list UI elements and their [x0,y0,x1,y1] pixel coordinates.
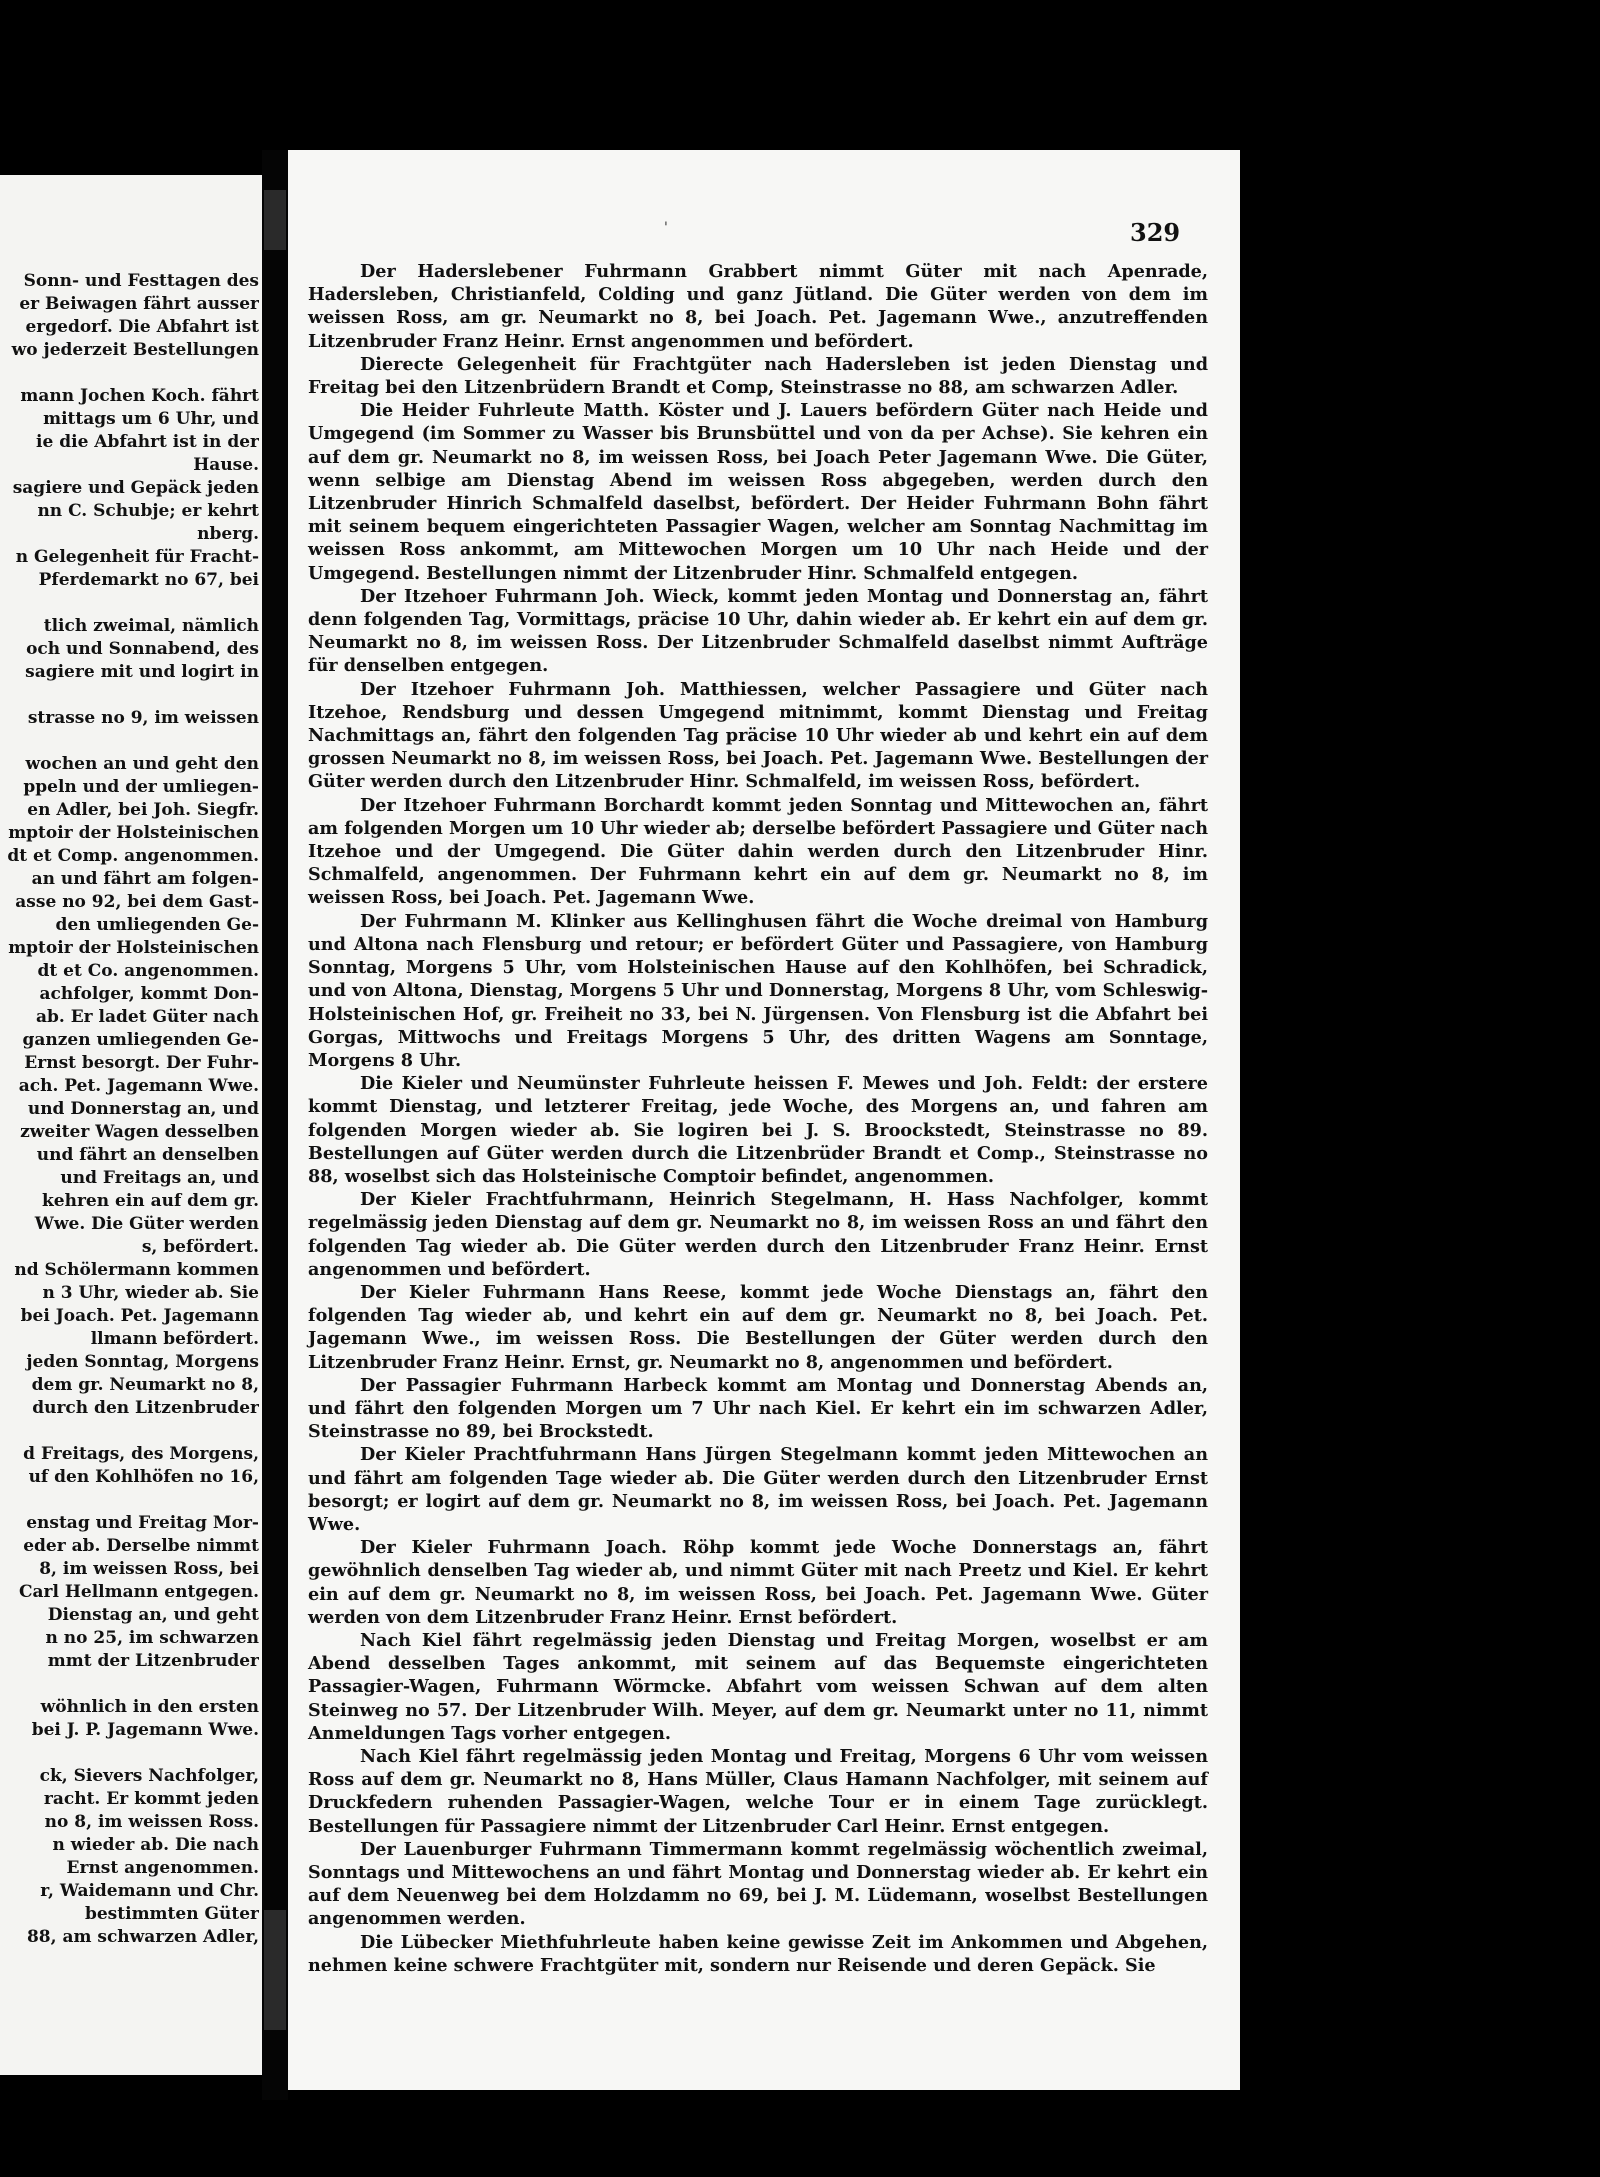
left-page-line: Wwe. Die Güter werden [34,1214,259,1234]
left-page-line [4,1742,259,1765]
left-page-line: ach. Pet. Jagemann Wwe. [18,1076,259,1096]
left-page-line: wöhnlich in den ersten [40,1697,259,1717]
left-page-line: jeden Sonntag, Morgens [26,1352,259,1372]
left-page-line: en Adler, bei Joh. Siegfr. [27,800,259,820]
left-page-line: nn C. Schubje; er kehrt [37,501,259,521]
left-page-line: n Gelegenheit für Fracht- [15,547,259,567]
left-page-line: wochen an und geht den [25,754,259,774]
paragraph: Der Passagier Fuhrmann Harbeck kommt am Montag und Donnerstag Abends an, und fährt den folgenden Morgen um 7 Uhr nach Kiel. Er kehrt ein im schwarzen Adler, Steinstrasse no 89, bei Brockstedt. [308,1374,1208,1443]
ink-speck: ' [664,220,668,236]
left-page-line: den umliegenden Ge- [55,915,259,935]
left-page-line: n 3 Uhr, wieder ab. Sie [42,1283,259,1303]
left-page-line: ab. Er ladet Güter nach [35,1007,259,1027]
left-page-line [4,1673,259,1696]
paragraph: Der Fuhrmann M. Klinker aus Kellinghusen fährt die Woche dreimal von Hamburg und Altona nach Flensburg und retour; er befördert Güter und Passagiere, von Hamburg Sonntag, Morgens 5 Uhr, vom Holsteinischen Hause auf den Kohlhöfen, bei Schradick, und von Altona, Dienstag, Morgens 5 Uhr und Donnerstag, Morgens 8 Uhr, vom Schleswig-Holsteinischen Hof, gr. Freiheit no 33, bei N. Jürgensen. Von Flensburg ist die Abfahrt bei Gorgas, Mittwochs und Freitags Morgens 5 Uhr, des dritten Wagens am Sonntage, Morgens 8 Uhr. [308,910,1208,1071]
paragraph: Der Kieler Fuhrmann Joach. Röhp kommt jede Woche Donnerstags an, fährt gewöhnlich denselben Tag wieder ab, und nimmt Güter mit nach Preetz und Kiel. Er kehrt ein auf dem gr. Neumarkt no 8, im weissen Ross, bei Joach. Pet. Jagemann Wwe. Güter werden von dem Litzenbruder Franz Heinr. Ernst befördert. [308,1537,1208,1628]
left-page-line: llmann befördert. [90,1329,259,1349]
left-page-line: uf den Kohlhöfen no 16, [28,1467,259,1487]
left-page-line: ergedorf. Die Abfahrt ist [25,317,259,337]
left-page-line: no 8, im weissen Ross. [44,1812,259,1832]
left-page-line: und Freitags an, und [60,1168,259,1188]
left-page-line: eder ab. Derselbe nimmt [23,1536,259,1556]
left-page-line: mptoir der Holsteinischen [8,823,259,843]
paragraph: Der Kieler Prachtfuhrmann Hans Jürgen Stegelmann kommt jeden Mittewochen an und fährt am folgenden Tage wieder ab. Die Güter werden durch den Litzenbruder Ernst besorgt; er logirt auf dem gr. Neumarkt no 8, im weissen Ross, bei Joach. Pet. Jagemann Wwe. [308,1444,1208,1535]
left-page-line: racht. Er kommt jeden [43,1789,259,1809]
left-page-text [4,270,259,1949]
left-page-line: sagiere mit und logirt in [25,662,259,682]
left-page-line: nberg. [197,524,259,544]
paragraph: Die Kieler und Neumünster Fuhrleute heissen F. Mewes und Joh. Feldt: der erstere kommt Dienstag, und letzterer Freitag, jede Woche, des Morgens an, und fahren am folgenden Morgen wieder ab. Sie logiren bei J. S. Broockstedt, Steinstrasse no 89. Bestellungen auf Güter werden durch die Litzenbrüder Brandt et Comp., Steinstrasse no 88, woselbst sich das Holsteinische Comptoir befindet, angenommen. [308,1073,1208,1187]
left-page-line [4,730,259,753]
paragraph: Nach Kiel fährt regelmässig jeden Dienstag und Freitag Morgen, woselbst er am Abend desselben Tages ankommt, mit seinem auf das Bequemste eingerichteten Passagier-Wagen, Fuhrmann Wörmcke. Abfahrt vom weissen Schwan auf dem alten Steinweg no 57. Der Litzenbruder Wilh. Meyer, auf dem gr. Neumarkt unter no 11, nimmt Anmeldungen Tags vorher entgegen. [308,1629,1208,1744]
left-page-line: strasse no 9, im weissen [27,708,259,728]
book-gutter [262,150,288,2100]
page-body [308,260,1208,1977]
left-page-line: mann Jochen Koch. fährt [20,386,259,406]
left-page-line: er Beiwagen fährt ausser [19,294,259,314]
left-page-line: nd Schölermann kommen [14,1260,259,1280]
paragraph: Der Lauenburger Fuhrmann Timmermann kommt regelmässig wöchentlich zweimal, Sonntags und Mittewochens an und fährt Montag und Donnerstag wieder ab. Er kehrt ein auf dem Neuenweg bei dem Holzdamm no 69, bei J. M. Lüdemann, woselbst Bestellungen angenommen werden. [308,1838,1208,1930]
left-page-line: dt et Comp. angenommen. [7,846,259,866]
left-page-line: sagiere und Gepäck jeden [12,478,259,498]
left-page-line: dem gr. Neumarkt no 8, [31,1375,259,1395]
left-page-line: mittags um 6 Uhr, und [43,409,259,429]
left-page-line: dt et Co. angenommen. [37,961,259,981]
right-page [288,150,1240,2090]
left-page-line: kehren ein auf dem gr. [42,1191,259,1211]
paragraph: Der Kieler Fuhrmann Hans Reese, kommt jede Woche Dienstags an, fährt den folgenden Tag wieder ab, und kehrt ein auf dem gr. Neumarkt no 8, bei Joach. Pet. Jagemann Wwe., im weissen Ross. Die Bestellungen der Güter werden durch den Litzenbruder Franz Heinr. Ernst, gr. Neumarkt no 8, angenommen und befördert. [308,1281,1208,1373]
left-page-line: bei J. P. Jagemann Wwe. [31,1720,259,1740]
left-page-line: mptoir der Holsteinischen [8,938,259,958]
left-page-line: Carl Hellmann entgegen. [18,1582,259,1602]
left-page-line: d Freitags, des Morgens, [23,1444,259,1464]
left-page-line: Ernst angenommen. [66,1858,259,1878]
paragraph: Der Haderslebener Fuhrmann Grabbert nimmt Güter mit nach Apenrade, Hadersleben, Christianfeld, Colding und ganz Jütland. Die Güter werden von dem im weissen Ross, am gr. Neumarkt no 8, bei Joach. Pet. Jagemann Wwe., anzutreffenden Litzenbruder Franz Heinr. Ernst angenommen und befördert. [308,261,1208,352]
left-page-line: 88, am schwarzen Adler, [26,1927,259,1947]
left-page-line: und fährt an denselben [36,1145,259,1165]
left-page-line: ie die Abfahrt ist in der [36,432,259,452]
left-page-line: r, Waidemann und Chr. [40,1881,259,1901]
paragraph: Die Heider Fuhrleute Matth. Köster und J. Lauers befördern Güter nach Heide und Umgegend (im Sommer zu Wasser bis Brunsbüttel und von da per Achse). Sie kehren ein auf dem gr. Neumarkt no 8, im weissen Ross, bei Joach Peter Jagemann Wwe. Die Güter, wenn selbige am Dienstag Abend im weissen Ross abgegeben, werden durch den Litzenbruder Hinrich Schmalfeld daselbst, befördert. Der Heider Fuhrmann Bohn fährt mit seinem bequem eingerichteten Passagier Wagen, welcher am Sonntag Nachmittag im weissen Ross ankommt, am Mittewochen Morgen um 10 Uhr nach Heide und der Umgegend. Bestellungen nimmt der Litzenbruder Hinr. Schmalfeld entgegen. [308,400,1208,584]
left-page-line [4,684,259,707]
left-page-line: Pferdemarkt no 67, bei [38,570,259,590]
left-page-line: och und Sonnabend, des [26,639,259,659]
left-page-line: ppeln und der umliegen- [23,777,259,797]
left-page-line: 8, im weissen Ross, bei [39,1559,259,1579]
left-page-line: Sonn- und Festtagen des [23,271,259,291]
page-number: 329 [1130,218,1181,247]
left-page-line [4,362,259,385]
left-page-line: n wieder ab. Die nach [52,1835,259,1855]
paragraph: Der Itzehoer Fuhrmann Joh. Wieck, kommt jeden Montag und Donnerstag an, fährt denn folgenden Tag, Vormittags, präcise 10 Uhr, dahin wieder ab. Er kehrt ein auf dem gr. Neumarkt no 8, im weissen Ross. Der Litzenbruder Schmalfeld daselbst nimmt Aufträge für denselben entgegen. [308,585,1208,677]
left-page-line: bestimmten Güter [84,1904,259,1924]
left-page-line: ck, Sievers Nachfolger, [39,1766,259,1786]
paragraph: Nach Kiel fährt regelmässig jeden Montag und Freitag, Morgens 6 Uhr vom weissen Ross auf dem gr. Neumarkt no 8, Hans Müller, Claus Hamann Nachfolger, mit seinem auf Druckfedern ruhenden Passagier-Wagen, welche Tour er in einem Tage zurücklegt. Bestellungen für Passagiere nimmt der Litzenbruder Carl Heinr. Ernst entgegen. [308,1746,1208,1837]
left-page-line [4,1489,259,1512]
left-page-line [4,592,259,615]
left-page-line: s, befördert. [141,1237,259,1257]
paragraph: Der Itzehoer Fuhrmann Joh. Matthiessen, welcher Passagiere und Güter nach Itzehoe, Rendsburg und dessen Umgegend mitnimmt, kommt Dienstag und Freitag Nachmittags an, fährt den folgenden Tag präcise 10 Uhr wieder ab und kehrt ein auf dem grossen Neumarkt no 8, im weissen Ross, bei Joach. Pet. Jagemann Wwe. Bestellungen der Güter werden durch den Litzenbruder Hinr. Schmalfeld, im weissen Ross, befördert. [308,678,1208,793]
paragraph: Der Itzehoer Fuhrmann Borchardt kommt jeden Sonntag und Mittewochen an, fährt am folgenden Morgen um 10 Uhr wieder ab; derselbe befördert Passagiere und Güter nach Itzehoe und der Umgegend. Die Güter dahin werden durch den Litzenbruder Hinr. Schmalfeld, angenommen. Der Fuhrmann kehrt ein auf dem gr. Neumarkt no 8, im weissen Ross, bei Joach. Pet. Jagemann Wwe. [308,794,1208,909]
paragraph: Die Lübecker Miethfuhrleute haben keine gewisse Zeit im Ankommen und Abgehen, nehmen keine schwere Frachtgüter mit, sondern nur Reisende und deren Gepäck. Sie [308,1931,1208,1976]
left-page-line: n no 25, im schwarzen [45,1628,259,1648]
left-page [0,175,262,2075]
left-page-line: zweiter Wagen desselben [20,1122,259,1142]
left-page-line [4,1420,259,1443]
left-page-line: wo jederzeit Bestellungen [11,340,259,360]
left-page-line: achfolger, kommt Don- [39,984,259,1004]
paragraph: Dierecte Gelegenheit für Frachtgüter nach Hadersleben ist jeden Dienstag und Freitag bei den Litzenbrüdern Brandt et Comp, Steinstrasse no 88, am schwarzen Adler. [308,353,1208,399]
left-page-line: asse no 92, bei dem Gast- [15,892,259,912]
left-page-line: ganzen umliegenden Ge- [22,1030,259,1050]
left-page-line: Hause. [193,455,259,475]
left-page-line: bei Joach. Pet. Jagemann [20,1306,259,1326]
left-page-line: tlich zweimal, nämlich [43,616,259,636]
left-page-line: Dienstag an, und geht [47,1605,259,1625]
paragraph: Der Kieler Frachtfuhrmann, Heinrich Stegelmann, H. Hass Nachfolger, kommt regelmässig jeden Dienstag auf dem gr. Neumarkt no 8, im weissen Ross an und fährt den folgenden Tag wieder ab. Die Güter werden durch den Litzenbruder Franz Heinr. Ernst angenommen und befördert. [308,1189,1208,1280]
left-page-line: an und fährt am folgen- [31,869,259,889]
left-page-line: Ernst besorgt. Der Fuhr- [24,1053,259,1073]
left-page-line: mmt der Litzenbruder [47,1651,259,1671]
left-page-line: enstag und Freitag Mor- [26,1513,259,1533]
left-page-line: und Donnerstag an, und [27,1099,259,1119]
left-page-line: durch den Litzenbruder [32,1398,259,1418]
